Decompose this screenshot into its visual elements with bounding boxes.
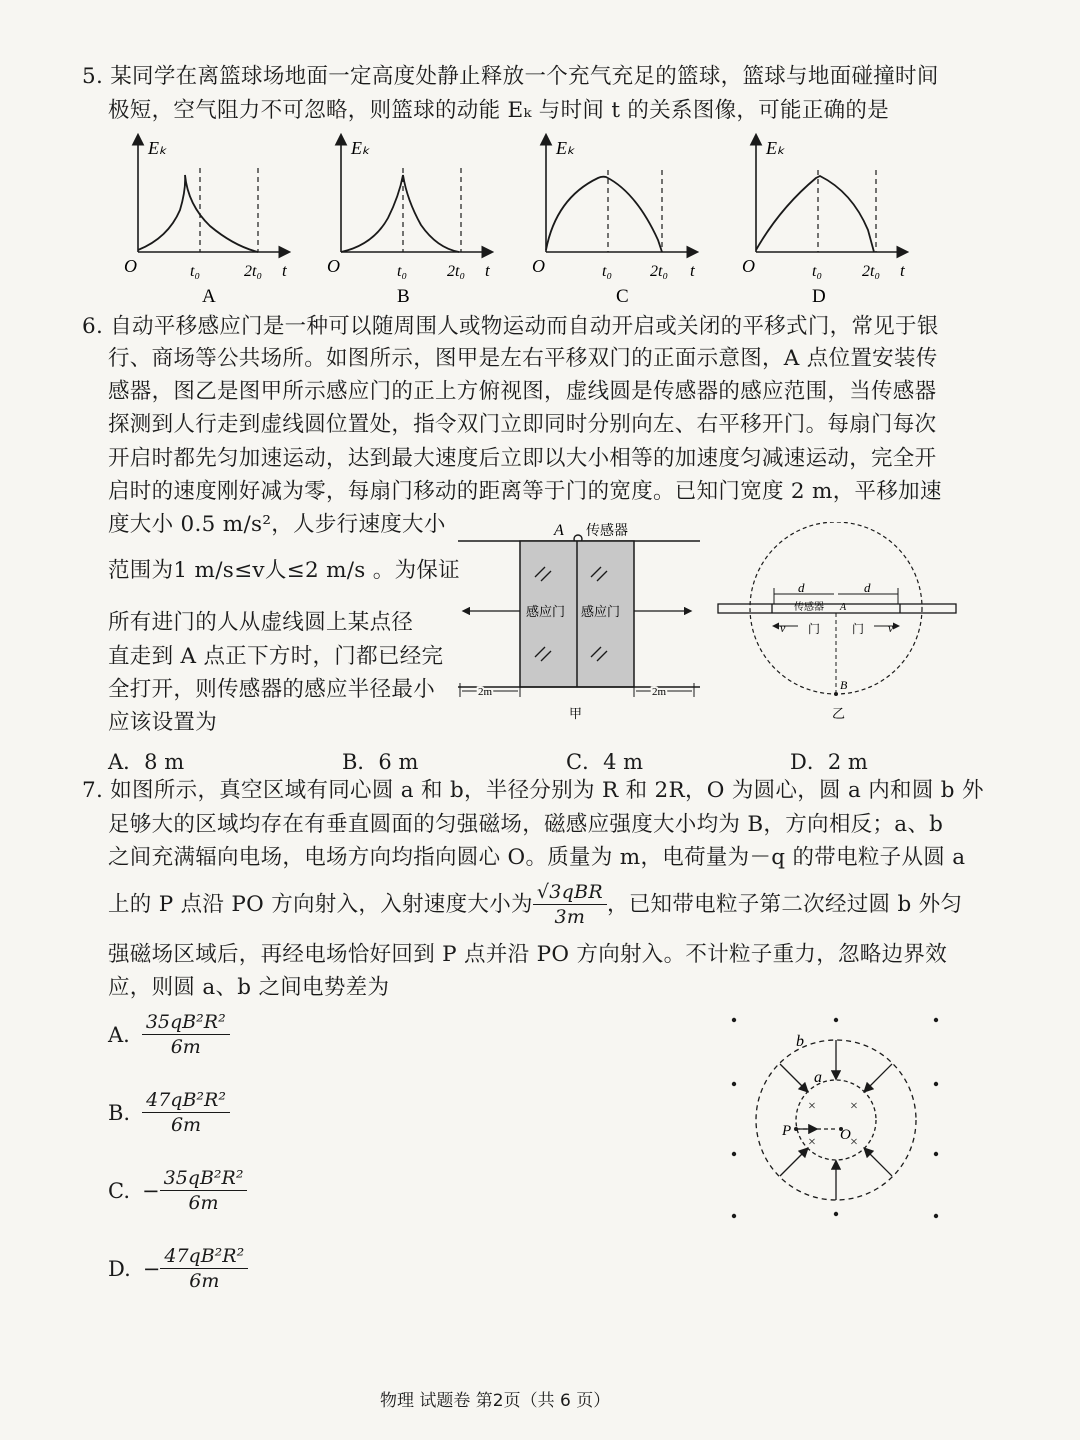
yi-v-right: v bbox=[888, 621, 894, 635]
q7-option-d[interactable] bbox=[108, 1244, 248, 1293]
q7-option-a-num: 35qB²R² bbox=[142, 1010, 230, 1035]
q7-option-a-fraction bbox=[142, 1010, 230, 1059]
jia-dim-left: 2m bbox=[478, 686, 493, 698]
jia-door-left: 感应门 bbox=[526, 604, 566, 619]
q6-line-2: 行、商场等公共场所。如图所示，图甲是左右平移双门的正面示意图，A 点位置安装传 bbox=[108, 346, 938, 371]
q7-option-b-den: 6m bbox=[170, 1114, 202, 1136]
q7-option-d-label: D. bbox=[108, 1256, 131, 1281]
q7-option-a-label: A. bbox=[108, 1022, 130, 1047]
graph-a-2t0: 2t₀ bbox=[244, 263, 263, 280]
graph-a-label: A bbox=[202, 286, 216, 307]
q7-fig-label-a: a bbox=[814, 1069, 822, 1086]
q5-line-1: 5. 某同学在离篮球场地面一定高度处静止释放一个充气充足的篮球，篮球与地面碰撞时间 bbox=[82, 64, 939, 89]
yi-door-right: 门 bbox=[852, 622, 865, 636]
velocity-numerator: √3qBR bbox=[533, 880, 607, 905]
graph-c-t0: t₀ bbox=[602, 263, 613, 280]
graph-d-ylabel: Eₖ bbox=[766, 138, 785, 158]
graph-a-ylabel: Eₖ bbox=[148, 138, 167, 158]
graph-c bbox=[532, 136, 696, 307]
q7-option-b[interactable] bbox=[108, 1088, 230, 1137]
graph-d bbox=[742, 136, 906, 307]
q6-option-d[interactable]: D．2 m bbox=[790, 750, 868, 774]
q6-line-1: 6. 自动平移感应门是一种可以随周围人或物运动而自动开启或关闭的平移式门，常见于银 bbox=[82, 314, 939, 339]
yi-sensor-label: 传感器 bbox=[794, 602, 824, 613]
graph-a-origin: O bbox=[124, 256, 137, 276]
q7-option-c-sign: − bbox=[142, 1178, 160, 1203]
svg-text:×: × bbox=[808, 1135, 816, 1150]
yi-point-b: B bbox=[840, 678, 848, 692]
q7-line-4 bbox=[108, 880, 962, 929]
graph-b-t: t bbox=[485, 261, 490, 280]
q7-option-a[interactable] bbox=[108, 1010, 230, 1059]
q6-figure-yi bbox=[712, 522, 962, 732]
q7-option-c-label: C. bbox=[108, 1178, 130, 1203]
q6-option-c[interactable]: C．4 m bbox=[566, 750, 644, 774]
graph-b-ylabel: Eₖ bbox=[351, 138, 370, 158]
q5-line-2: 极短，空气阻力不可忽略，则篮球的动能 Eₖ 与时间 t 的关系图像，可能正确的是 bbox=[108, 98, 890, 123]
graph-c-ylabel: Eₖ bbox=[556, 138, 575, 158]
graph-a-t0: t₀ bbox=[190, 263, 201, 280]
graph-d-t: t bbox=[900, 261, 905, 280]
yi-caption: 乙 bbox=[832, 706, 846, 721]
q7-option-a-den: 6m bbox=[170, 1036, 201, 1058]
page-footer: 物理 试题卷 第2页（共 6 页） bbox=[380, 1391, 611, 1411]
jia-caption: 甲 bbox=[569, 706, 583, 721]
q6-option-b[interactable]: B．6 m bbox=[342, 750, 419, 774]
q7-option-d-fraction bbox=[160, 1244, 248, 1293]
q7-option-c-num: 35qB²R² bbox=[160, 1166, 248, 1191]
q7-line-6: 应，则圆 a、b 之间电势差为 bbox=[108, 975, 390, 1000]
graph-d-t0: t₀ bbox=[812, 263, 823, 280]
yi-door-left: 门 bbox=[808, 622, 821, 636]
graph-a bbox=[124, 136, 288, 307]
q6-line-5: 开启时都先匀加速运动，达到最大速度后立即以大小相等的加速度匀减速运动，完全开 bbox=[108, 446, 937, 471]
q7-line-2: 足够大的区域均存在有垂直圆面的匀强磁场，磁感应强度大小均为 B，方向相反；a、b bbox=[108, 812, 944, 837]
q6-option-a[interactable]: A．8 m bbox=[108, 750, 185, 774]
graph-c-t: t bbox=[690, 261, 695, 280]
q7-fig-label-p: P bbox=[782, 1123, 792, 1139]
yi-d-left: d bbox=[798, 580, 805, 595]
q6-side-line-4: 直走到 A 点正下方时，门都已经完 bbox=[108, 644, 444, 669]
svg-text:×: × bbox=[850, 1135, 858, 1150]
q7-option-b-fraction bbox=[142, 1088, 230, 1137]
q7-option-c-fraction bbox=[160, 1166, 248, 1215]
q6-side-line-5: 全打开，则传感器的感应半径最小 bbox=[108, 677, 436, 702]
svg-text:×: × bbox=[850, 1099, 858, 1114]
q7-option-d-den: 6m bbox=[189, 1270, 220, 1292]
q6-figure-jia bbox=[450, 515, 710, 730]
q5-graphs bbox=[110, 130, 970, 310]
yi-d-right: d bbox=[864, 580, 871, 595]
graph-c-origin: O bbox=[532, 256, 545, 276]
svg-text:×: × bbox=[808, 1099, 816, 1114]
graph-a-t: t bbox=[282, 261, 287, 280]
q7-line-1: 7. 如图所示，真空区域有同心圆 a 和 b，半径分别为 R 和 2R，O 为圆心，圆 a 内和圆 b 外 bbox=[82, 778, 984, 803]
graph-b-label: B bbox=[397, 286, 410, 307]
graph-b-origin: O bbox=[327, 256, 340, 276]
q7-line-3: 之间充满辐向电场，电场方向均指向圆心 O。质量为 m，电荷量为－q 的带电粒子从圆 a bbox=[108, 845, 966, 870]
graph-b-t0: t₀ bbox=[397, 263, 408, 280]
q6-side-line-1: 度大小 0.5 m/s²，人步行速度大小 bbox=[108, 512, 446, 537]
q7-option-b-label: B. bbox=[108, 1100, 131, 1125]
jia-point-a: A bbox=[554, 522, 564, 539]
graph-b bbox=[327, 136, 491, 307]
q7-option-d-sign: − bbox=[142, 1256, 161, 1281]
yi-v-left: v bbox=[780, 621, 786, 635]
graph-d-2t0: 2t₀ bbox=[862, 263, 881, 280]
q6-side-line-2: 范围为1 m/s≤v人≤2 m/s 。为保证 bbox=[108, 558, 460, 583]
jia-door-right: 感应门 bbox=[581, 604, 621, 619]
velocity-denominator: 3m bbox=[554, 906, 586, 928]
q6-line-4: 探测到人行走到虚线圆位置处，指令双门立即同时分别向左、右平移开门。每扇门每次 bbox=[108, 412, 937, 437]
graph-d-origin: O bbox=[742, 256, 755, 276]
jia-dim-right: 2m bbox=[652, 686, 667, 698]
graph-c-label: C bbox=[616, 286, 629, 307]
graph-c-2t0: 2t₀ bbox=[650, 263, 669, 280]
graph-b-2t0: 2t₀ bbox=[447, 263, 466, 280]
q7-option-c-den: 6m bbox=[188, 1192, 219, 1214]
jia-sensor-label: 传感器 bbox=[586, 524, 628, 539]
q7-option-d-num: 47qB²R² bbox=[160, 1244, 248, 1269]
q7-fig-label-b: b bbox=[796, 1033, 804, 1050]
q6-side-line-6: 应该设置为 bbox=[108, 710, 218, 735]
q7-line-4-post: ，已知带电粒子第二次经过圆 b 外匀 bbox=[606, 891, 963, 917]
q6-line-3: 感器，图乙是图甲所示感应门的正上方俯视图，虚线圆是传感器的感应范围，当传感器 bbox=[108, 379, 937, 404]
q7-fig-label-o: O bbox=[840, 1127, 851, 1143]
q7-line-5: 强磁场区域后，再经电场恰好回到 P 点并沿 PO 方向射入。不计粒子重力，忽略边界效 bbox=[108, 942, 947, 967]
q7-figure bbox=[720, 1008, 950, 1228]
q7-line-4-pre: 上的 P 点沿 PO 方向射入，入射速度大小为 bbox=[108, 891, 533, 917]
q7-option-c[interactable] bbox=[108, 1166, 247, 1215]
velocity-fraction bbox=[533, 880, 607, 929]
yi-point-a: A bbox=[840, 602, 847, 613]
q6-line-6: 启时的速度刚好减为零，每扇门移动的距离等于门的宽度。已知门宽度 2 m，平移加速 bbox=[108, 479, 942, 504]
q7-option-b-num: 47qB²R² bbox=[142, 1088, 230, 1113]
graph-d-label: D bbox=[812, 286, 826, 307]
q6-side-line-3: 所有进门的人从虚线圆上某点径 bbox=[108, 610, 414, 635]
